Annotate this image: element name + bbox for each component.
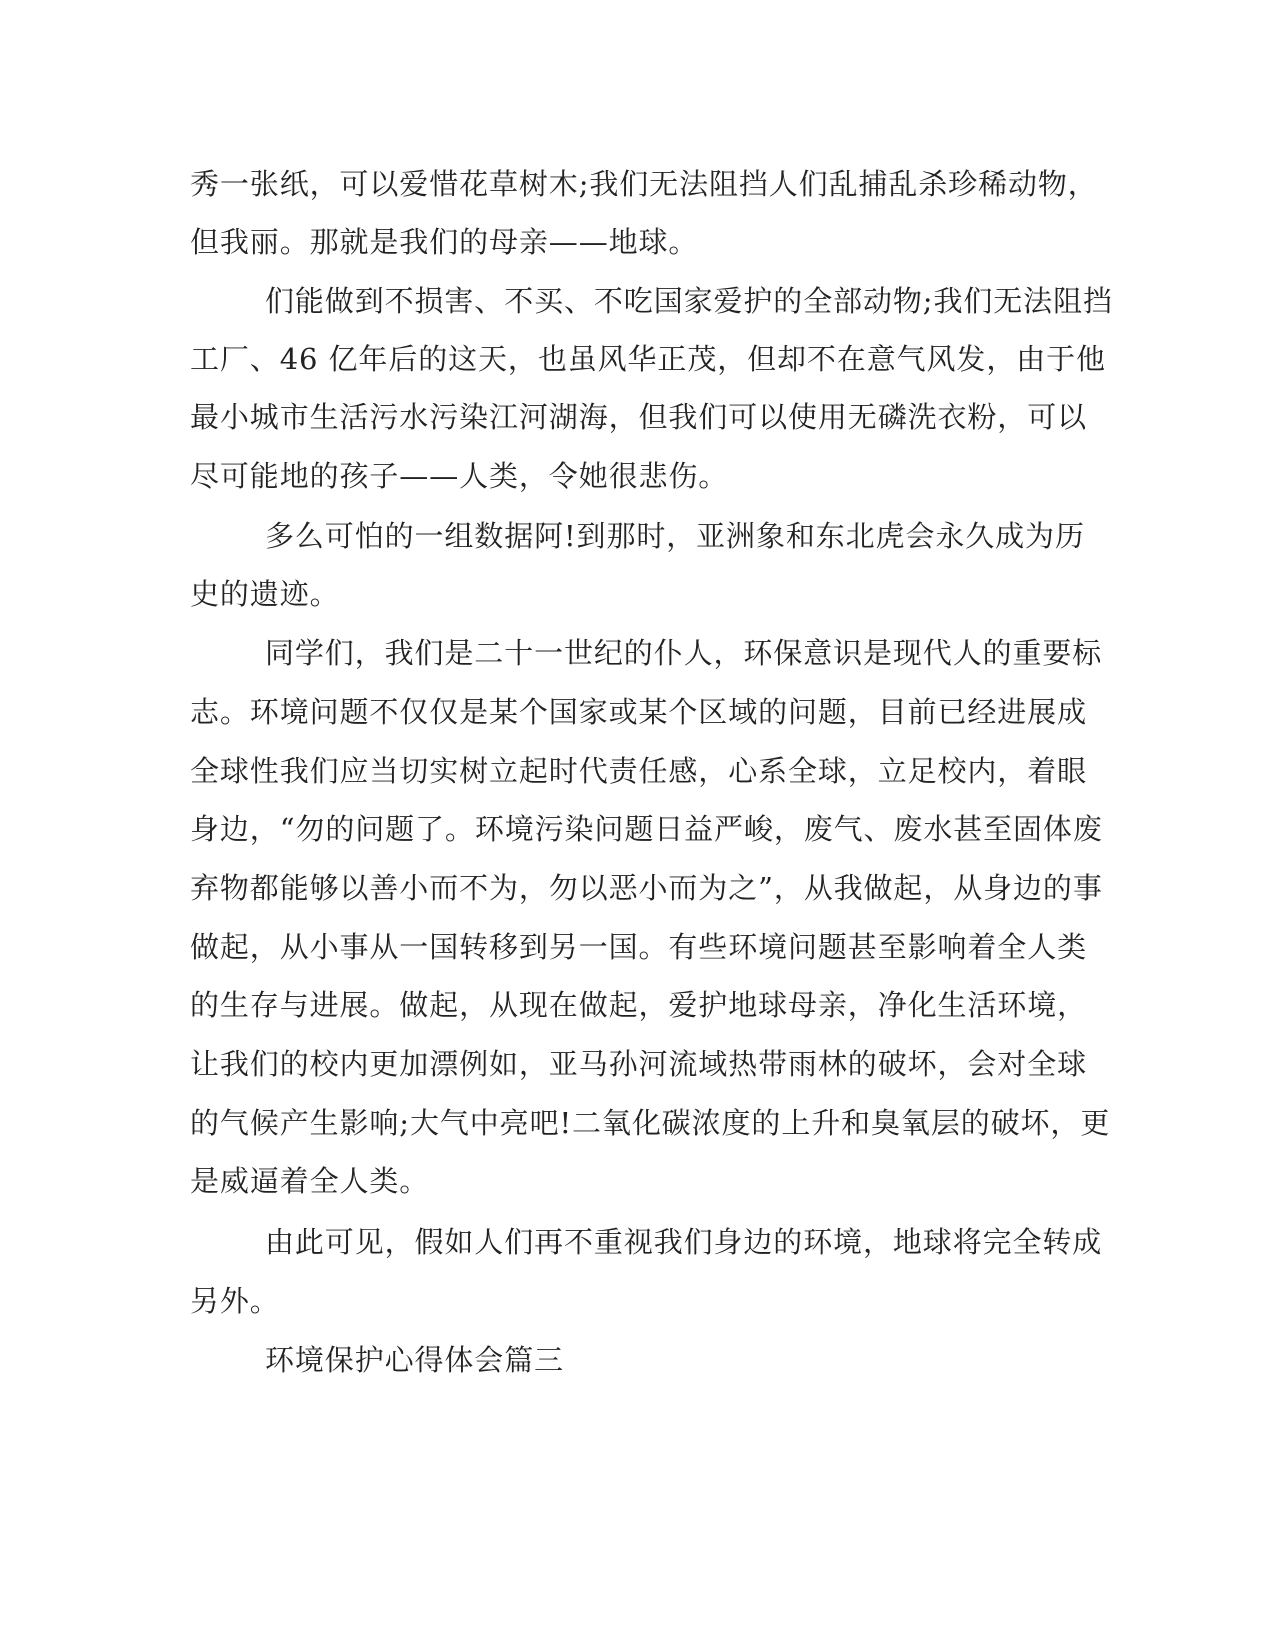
text-line: 的生存与进展。做起，从现在做起，爱护地球母亲，净化生活环境， [190, 988, 1088, 1022]
text-line: 做起，从小事从一国转移到另一国。有些环境问题甚至影响着全人类 [190, 930, 1088, 964]
text-line: 是威逼着全人类。 [190, 1164, 430, 1198]
text-line: 另外。 [190, 1284, 280, 1318]
paragraph-start-line: 由此可见，假如人们再不重视我们身边的环境，地球将完全转成 [265, 1225, 1103, 1259]
text-line: 身边，“勿的问题了。环境污染问题日益严峻，废气、废水甚至固体废 [190, 812, 1103, 846]
paragraph-start-line: 们能做到不损害、不买、不吃国家爱护的全部动物;我们无法阻挡 [265, 284, 1113, 318]
text-line: 志。环境问题不仅仅是某个国家或某个区域的问题，目前已经进展成 [190, 695, 1088, 729]
text-line: 弃物都能够以善小而不为，勿以恶小而为之”，从我做起，从身边的事 [190, 871, 1103, 905]
text-line: 全球性我们应当切实树立起时代责任感，心系全球，立足校内，着眼 [190, 754, 1088, 788]
text-line: 秀一张纸，可以爱惜花草树木;我们无法阻挡人们乱捕乱杀珍稀动物， [190, 167, 1098, 201]
text-line: 让我们的校内更加漂例如，亚马孙河流域热带雨林的破坏，会对全球 [190, 1047, 1088, 1081]
section-heading: 环境保护心得体会篇三 [265, 1343, 565, 1377]
text-line: 但我丽。那就是我们的母亲——地球。 [190, 225, 699, 259]
text-line: 史的遗迹。 [190, 577, 340, 611]
text-line: 最小城市生活污水污染江河湖海，但我们可以使用无磷洗衣粉，可以 [190, 400, 1088, 434]
text-line: 的气候产生影响;大气中亮吧!二氧化碳浓度的上升和臭氧层的破坏，更 [190, 1106, 1111, 1140]
text-line: 尽可能地的孩子——人类，令她很悲伤。 [190, 459, 729, 493]
paragraph-start-line: 多么可怕的一组数据阿!到那时，亚洲象和东北虎会永久成为历 [265, 519, 1085, 553]
text-line: 工厂、46 亿年后的这天，也虽风华正茂，但却不在意气风发，由于他 [190, 342, 1106, 376]
paragraph-start-line: 同学们，我们是二十一世纪的仆人，环保意识是现代人的重要标 [265, 636, 1103, 670]
